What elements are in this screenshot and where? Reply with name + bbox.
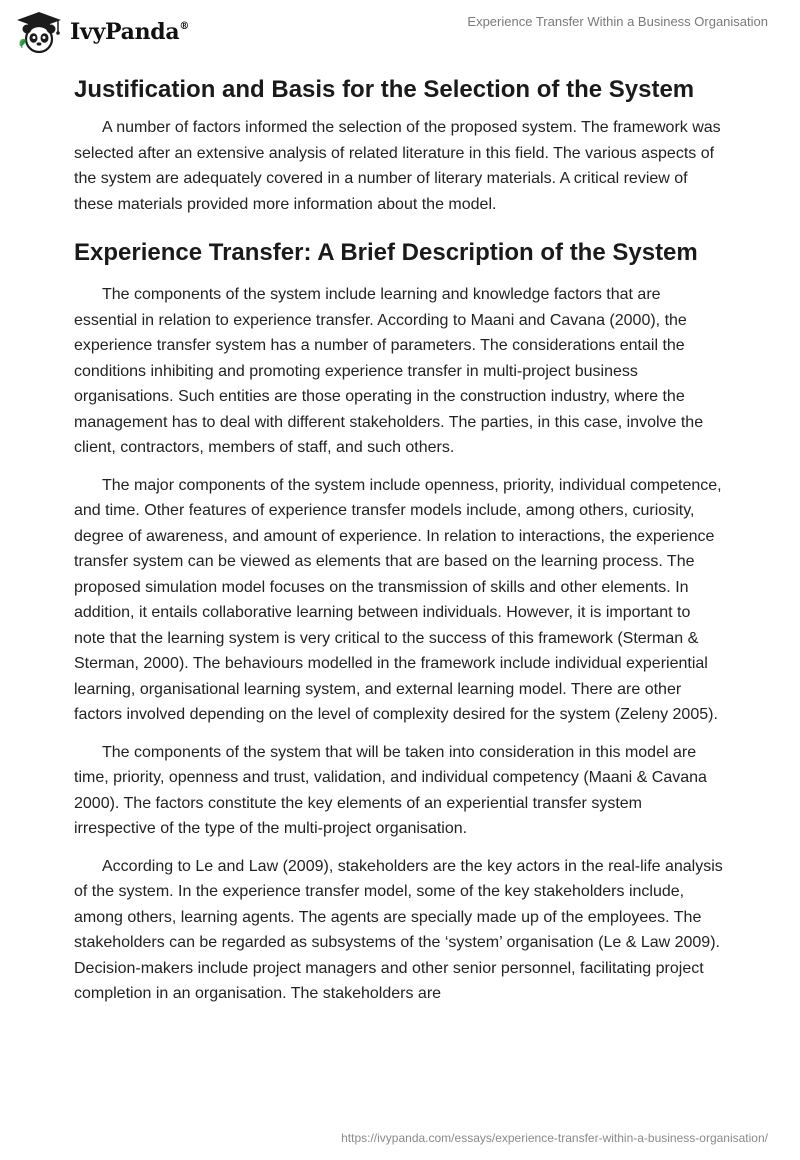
panda-graduate-icon — [14, 10, 64, 54]
page-header — [0, 0, 800, 70]
paragraph: According to Le and Law (2009), stakeholders are the key actors in the real-life analysis of the system. In the experience transfer model, some of the key stakeholders include, among others, learning agents. The agents are specially made up of the employees. The stakeholders can be regarded as subsystems of the ‘system’ organisation (Le & Law 2009). Decision-makers include project managers and other senior personnel, facilitating project completion in an organisation. The stakeholders are — [74, 857, 723, 1002]
paragraph: The components of the system that will be taken into consideration in this model are time, priority, openness and trust, validation, and individual competency (Maani & Cavana 2000). The factors constitute the key elements of an experiential transfer system irrespective of the type of the multi-project organisation. — [74, 743, 707, 837]
section-heading-experience-transfer: Experience Transfer: A Brief Description of the System — [74, 239, 698, 266]
essay-content — [74, 70, 724, 1007]
paragraph: A number of factors informed the selection of the proposed system. The framework was selected after an extensive analysis of related literature in this field. The various aspects of the system are adequately covered in a number of literary materials. A critical review of these materials provided more information about the model. — [74, 119, 721, 213]
registered-mark: ® — [179, 20, 190, 32]
source-url[interactable]: https://ivypanda.com/essays/experience-transfer-within-a-business-organisation/ — [341, 1131, 768, 1145]
document-title: Experience Transfer Within a Business Organisation — [467, 14, 768, 29]
section-heading-justification: Justification and Basis for the Selection of the System — [74, 76, 695, 103]
paragraph: The major components of the system include openness, priority, individual competence, and time. Other features of experience transfer models include, among others, curiosity, degree of awareness, and amount of experience. In relation to interactions, the experience transfer system can be viewed as elements that are based on the learning process. The proposed simulation model focuses on the transmission of skills and other elements. In addition, it entails collaborative learning between individuals. However, it is important to note that the learning system is very critical to the success of this framework (Sterman & Sterman, 2000). The behaviours modelled in the framework include individual experiential learning, organisational learning system, and external learning model. There are other factors involved depending on the level of complexity desired for the system (Zeleny 2005). — [74, 476, 722, 723]
ivypanda-logo[interactable] — [14, 10, 189, 54]
brand-name: IvyPanda® — [70, 19, 190, 45]
paragraph: The components of the system include learning and knowledge factors that are essential in relation to experience transfer. According to Maani and Cavana (2000), the experience transfer system has a number of parameters. The considerations entail the conditions inhibiting and promoting experience transfer in multi-project business organisations. Such entities are those operating in the construction industry, where the management has to deal with different stakeholders. The parties, in this case, involve the client, contractors, members of staff, and such others. — [74, 286, 704, 456]
